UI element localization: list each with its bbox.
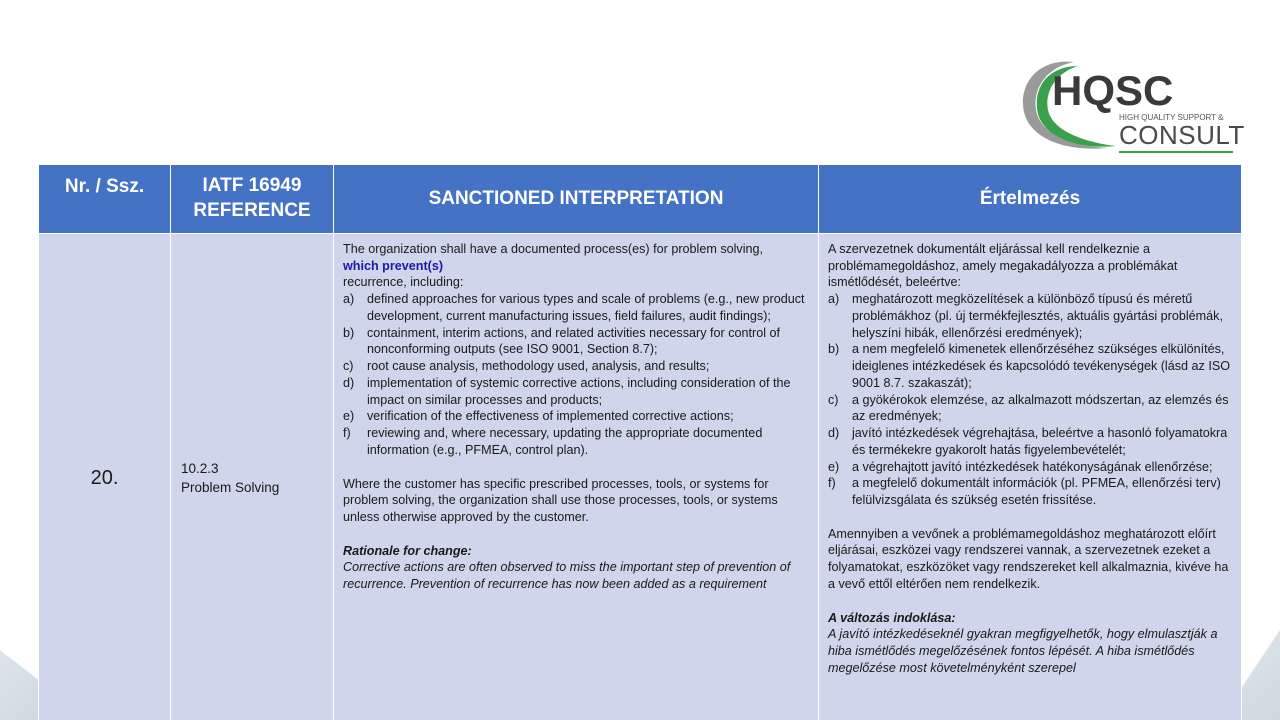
en-intro-highlight: which prevent(s) xyxy=(343,258,444,273)
list-marker: a) xyxy=(343,292,355,307)
table-header-row xyxy=(39,165,1242,234)
en-paragraph: Where the customer has specific prescribed processes, tools, or systems for problem solving, the organization shall use those processes, tools, or systems unless otherwise approved by the customer. xyxy=(343,476,778,525)
list-text: a megfelelő dokumentált információk (pl. PFMEA, ellenőrzési terv) felülvizsgálata és szükség esetén frissítése. xyxy=(852,476,1221,508)
logo-subname: CONSULT xyxy=(1119,120,1245,150)
list-marker: d) xyxy=(828,426,840,441)
interpretation-table xyxy=(38,164,1242,720)
hu-intro: A szervezetnek dokumentált eljárással kell rendelkeznie a problémamegoldáshoz, amely megakadályozza a problémákat ismétlődését, beleértve: xyxy=(828,242,1178,290)
header-interpretation: SANCTIONED INTERPRETATION xyxy=(334,165,819,234)
table-row xyxy=(39,234,1242,720)
en-intro-2: recurrence, including: xyxy=(343,275,464,290)
en-list xyxy=(343,291,810,458)
hungarian-interpretation xyxy=(819,234,1242,720)
hu-rationale-title: A változás indoklása: xyxy=(828,610,956,625)
list-marker: c) xyxy=(828,392,839,407)
hqsc-logo xyxy=(1016,56,1245,156)
list-marker: d) xyxy=(343,375,355,390)
hu-paragraph: Amennyiben a vevőnek a problémamegoldáshoz meghatározott előírt eljárásai, eszközei vagy rendszerei vannak, a szervezetnek ezeket a folyamatokat, eszközöket vagy rendszereket kell alkalmaznia, kivéve ha a vevő ettől eltérően nem rendelkezik. xyxy=(828,526,1229,591)
list-marker: e) xyxy=(828,459,840,474)
header-ertelmezes: Értelmezés xyxy=(819,165,1242,234)
reference-number: 10.2.3 xyxy=(181,460,219,476)
list-marker: e) xyxy=(343,409,355,424)
en-rationale-text: Corrective actions are often observed to miss the important step of prevention of recurrence. Prevention of recurrence has now been added as a requirement xyxy=(343,560,791,592)
list-text: a gyökérokok elemzése, az alkalmazott módszertan, az elemzés és az eredmények; xyxy=(852,392,1229,424)
list-item xyxy=(343,408,810,425)
list-item xyxy=(828,392,1233,425)
list-text: verification of the effectiveness of implemented corrective actions; xyxy=(367,409,734,424)
en-intro-1: The organization shall have a documented process(es) for problem solving, xyxy=(343,242,764,256)
header-reference: IATF 16949 REFERENCE xyxy=(171,165,334,234)
list-item xyxy=(828,475,1233,508)
list-item xyxy=(343,358,810,375)
list-text: meghatározott megközelítések a különböző típusú és méretű problémákhoz (pl. új termékfejlesztés, aktuális gyártási problémák, helyszíni hibák, ellenőrzési eredmények); xyxy=(852,292,1223,340)
list-marker: a) xyxy=(828,292,840,307)
hu-list xyxy=(828,291,1233,509)
list-text: defined approaches for various types and scale of problems (e.g., new product development, current manufacturing issues, field failures, audit findings); xyxy=(367,292,805,323)
list-marker: f) xyxy=(343,426,351,441)
logo-tagline: HIGH QUALITY SUPPORT & xyxy=(1119,113,1224,122)
list-item xyxy=(343,375,810,408)
list-marker: c) xyxy=(343,359,354,374)
list-text: reviewing and, where necessary, updating the appropriate documented information (e.g., PFMEA, control plan). xyxy=(367,426,763,457)
list-text: a végrehajtott javító intézkedések hatékonyságának ellenőrzése; xyxy=(852,459,1213,474)
row-reference xyxy=(171,234,334,720)
list-text: implementation of systemic corrective actions, including consideration of the impact on similar processes and products; xyxy=(367,375,791,407)
list-marker: b) xyxy=(343,325,355,340)
reference-title: Problem Solving xyxy=(181,479,280,495)
en-rationale-title: Rationale for change: xyxy=(343,543,472,558)
logo-name: HQSC xyxy=(1052,67,1174,114)
list-item xyxy=(828,291,1233,341)
logo-underline xyxy=(1119,151,1233,153)
list-marker: f) xyxy=(828,476,836,491)
list-text: root cause analysis, methodology used, analysis, and results; xyxy=(367,359,710,374)
list-text: javító intézkedések végrehajtása, beleértve a hasonló folyamatokra és termékekre gyakorolt hatás figyelembevételét; xyxy=(852,426,1228,457)
list-item xyxy=(343,425,810,458)
list-item xyxy=(828,341,1233,391)
english-interpretation xyxy=(334,234,819,720)
header-nr: Nr. / Ssz. xyxy=(39,165,171,234)
list-marker: b) xyxy=(828,342,840,357)
row-number: 20. xyxy=(39,234,171,720)
list-item xyxy=(828,459,1233,476)
list-text: containment, interim actions, and related activities necessary for control of nonconforming outputs (see ISO 9001, Section 8.7); xyxy=(367,325,780,357)
list-item xyxy=(343,291,810,324)
list-text: a nem megfelelő kimenetek ellenőrzéséhez szükséges elkülönítés, ideiglenes intézkedések és kapcsolódó tevékenységek (lásd az ISO 9001 8.7. szakaszát); xyxy=(852,342,1231,390)
list-item xyxy=(343,325,810,358)
list-item xyxy=(828,425,1233,458)
hu-rationale-text: A javító intézkedéseknél gyakran megfigyelhetők, hogy elmulasztják a hiba ismétlődés megelőzésének fontos lépését. A hiba ismétlődés megelőzése most követelményként szerepel xyxy=(828,627,1218,675)
